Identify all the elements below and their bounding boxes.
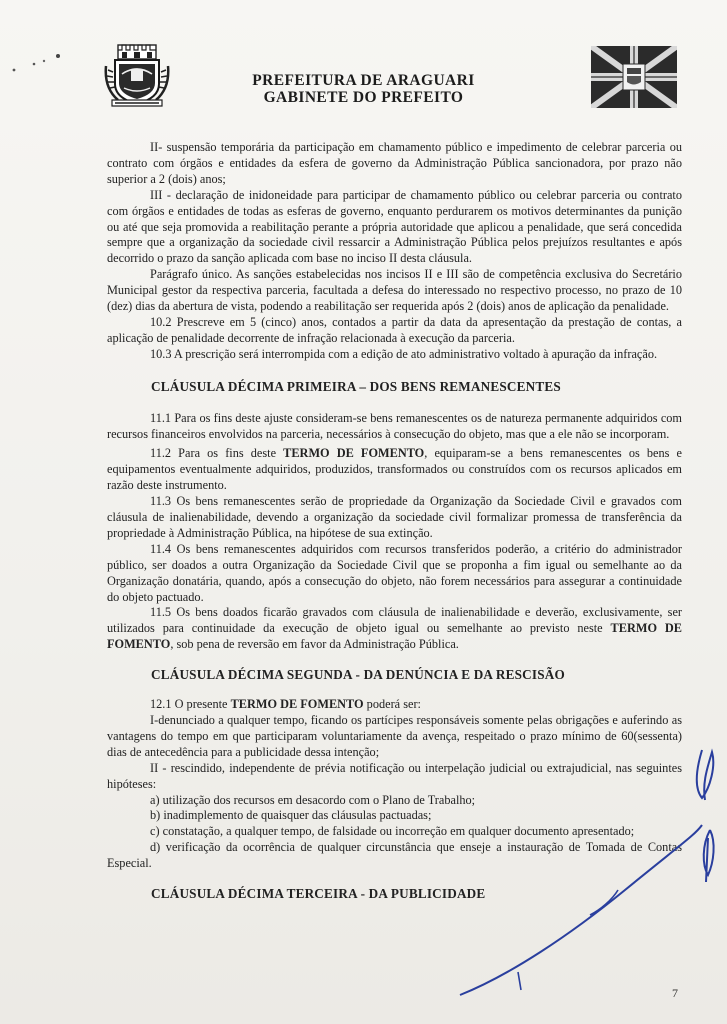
- paragraph-text: poderá ser:: [363, 697, 421, 712]
- list-item: c) constatação, a qualquer tempo, de falsidade ou incorreção em qualquer documento apresentado;: [150, 824, 635, 839]
- section-heading: CLÁUSULA DÉCIMA SEGUNDA - DA DENÚNCIA E DA RESCISÃO: [151, 667, 565, 683]
- paragraph: 11.4 Os bens remanescentes adquiridos com recursos transferidos poderão, a critério do administrador público, ser doados a outra Organização da Sociedade Civil que se proponha a fim igual ou semelhante ao da Organização donatária, quando, após a consecução do objeto, não forem necessários para assegurar a continuidade do objeto pactuado.: [107, 541, 682, 604]
- term-emphasis: TERMO DE FOMENTO: [107, 621, 682, 652]
- section-heading: CLÁUSULA DÉCIMA PRIMEIRA – DOS BENS REMANESCENTES: [151, 378, 561, 394]
- paragraph: II - rescindido, independente de prévia notificação ou interpelação judicial ou extrajudicial, nas seguintes hipóteses:: [107, 760, 682, 791]
- paragraph-text: , sob pena de reversão em favor da Administração Pública.: [170, 637, 459, 652]
- header-title: PREFEITURA DE ARAGUARI: [252, 72, 475, 89]
- paragraph: [107, 446, 682, 494]
- paragraph-text: 11.2 Para os fins deste: [150, 446, 284, 461]
- municipal-flag-icon: [591, 46, 677, 108]
- paragraph: III - declaração de inidoneidade para participar de chamamento público ou celebrar parceria ou contrato com órgãos e entidades de todas as esferas de governo, enquanto perdurarem os motivos determinantes da punição ou até que seja promovida a reabilitação perante a própria autoridade que aplicou a penalidade, que será concedida sempre que a organização da sociedade civil ressarcir a Administração Pública pelos prejuízos resultantes e após decorrido o prazo da sanção aplicada com base no inciso II desta cláusula.: [107, 187, 682, 266]
- list-item: d) verificação da ocorrência de qualquer circunstância que enseje a instauração de Tomada de Contas Especial.: [107, 840, 682, 871]
- section-heading: CLÁUSULA DÉCIMA TERCEIRA - DA PUBLICIDADE: [151, 886, 486, 902]
- paragraph: 10.2 Prescreve em 5 (cinco) anos, contados a partir da data da apresentação da prestação de contas, a aplicação de penalidade decorrente de infração relacionada à execução da parceria.: [107, 314, 682, 345]
- paragraph: [107, 605, 682, 653]
- header-subtitle: GABINETE DO PREFEITO: [263, 89, 464, 106]
- term-emphasis: TERMO DE FOMENTO: [230, 697, 364, 712]
- paragraph: II- suspensão temporária da participação em chamamento público e impedimento de celebrar parceria ou contrato com órgãos e entidades da esfera de governo da Administração Pública sancionadora, por prazo não superior a 2 (dois) anos;: [107, 140, 682, 186]
- list-item: b) inadimplemento de quaisquer das cláusulas pactuadas;: [150, 808, 432, 823]
- paragraph: [107, 697, 682, 713]
- term-emphasis: TERMO DE FOMENTO: [283, 446, 425, 461]
- page-number: 7: [672, 986, 678, 1000]
- list-item: a) utilização dos recursos em desacordo com o Plano de Trabalho;: [150, 792, 476, 807]
- paragraph-text: 11.5 Os bens doados ficarão gravados com cláusula de inalienabilidade e deverão, exclusivamente, ser utilizados para continuidade da execução de objeto igual ou semelhante ao previsto neste: [107, 605, 682, 636]
- paragraph: 11.3 Os bens remanescentes serão de propriedade da Organização da Sociedade Civil e gravados com cláusula de inalienabilidade, devendo a organização da sociedade civil formalizar promessa de transferência da propriedade à Administração Pública, na hipótese de sua extinção.: [107, 494, 682, 540]
- handwritten-signature: [440, 740, 727, 1010]
- paragraph: I-denunciado a qualquer tempo, ficando os partícipes responsáveis somente pelas obrigações e auferindo as vantagens do tempo em que participaram voluntariamente da avença, respeitado o prazo mínimo de 60(sessenta) dias de antecedência para a publicidade dessa intenção;: [107, 713, 682, 759]
- paragraph-text: , equiparam-se a bens remanescentes os bens e equipamentos eventualmente adquiridos, produzidos, transformados ou construídos com os recursos aplicados em razão deste instrumento.: [107, 446, 683, 493]
- paragraph: 11.1 Para os fins deste ajuste consideram-se bens remanescentes os de natureza permanente adquiridos com recursos financeiros envolvidos na parceria, necessários à consecução do objeto, mas que a ele não se incorporam.: [107, 410, 682, 441]
- paragraph: 10.3 A prescrição será interrompida com a edição de ato administrativo voltado à apuração da infração.: [150, 346, 658, 361]
- paragraph-text: 12.1 O presente: [150, 697, 231, 712]
- paragraph: Parágrafo único. As sanções estabelecidas nos incisos II e III são de competência exclusiva do Secretário Municipal gestor da respectiva parceria, facultada a defesa do interessado no respectivo processo, no prazo de 10 (dez) dias da abertura de vista, podendo a reabilitação ser requerida após 2 (dois) anos de aplicação da penalidade.: [107, 267, 682, 314]
